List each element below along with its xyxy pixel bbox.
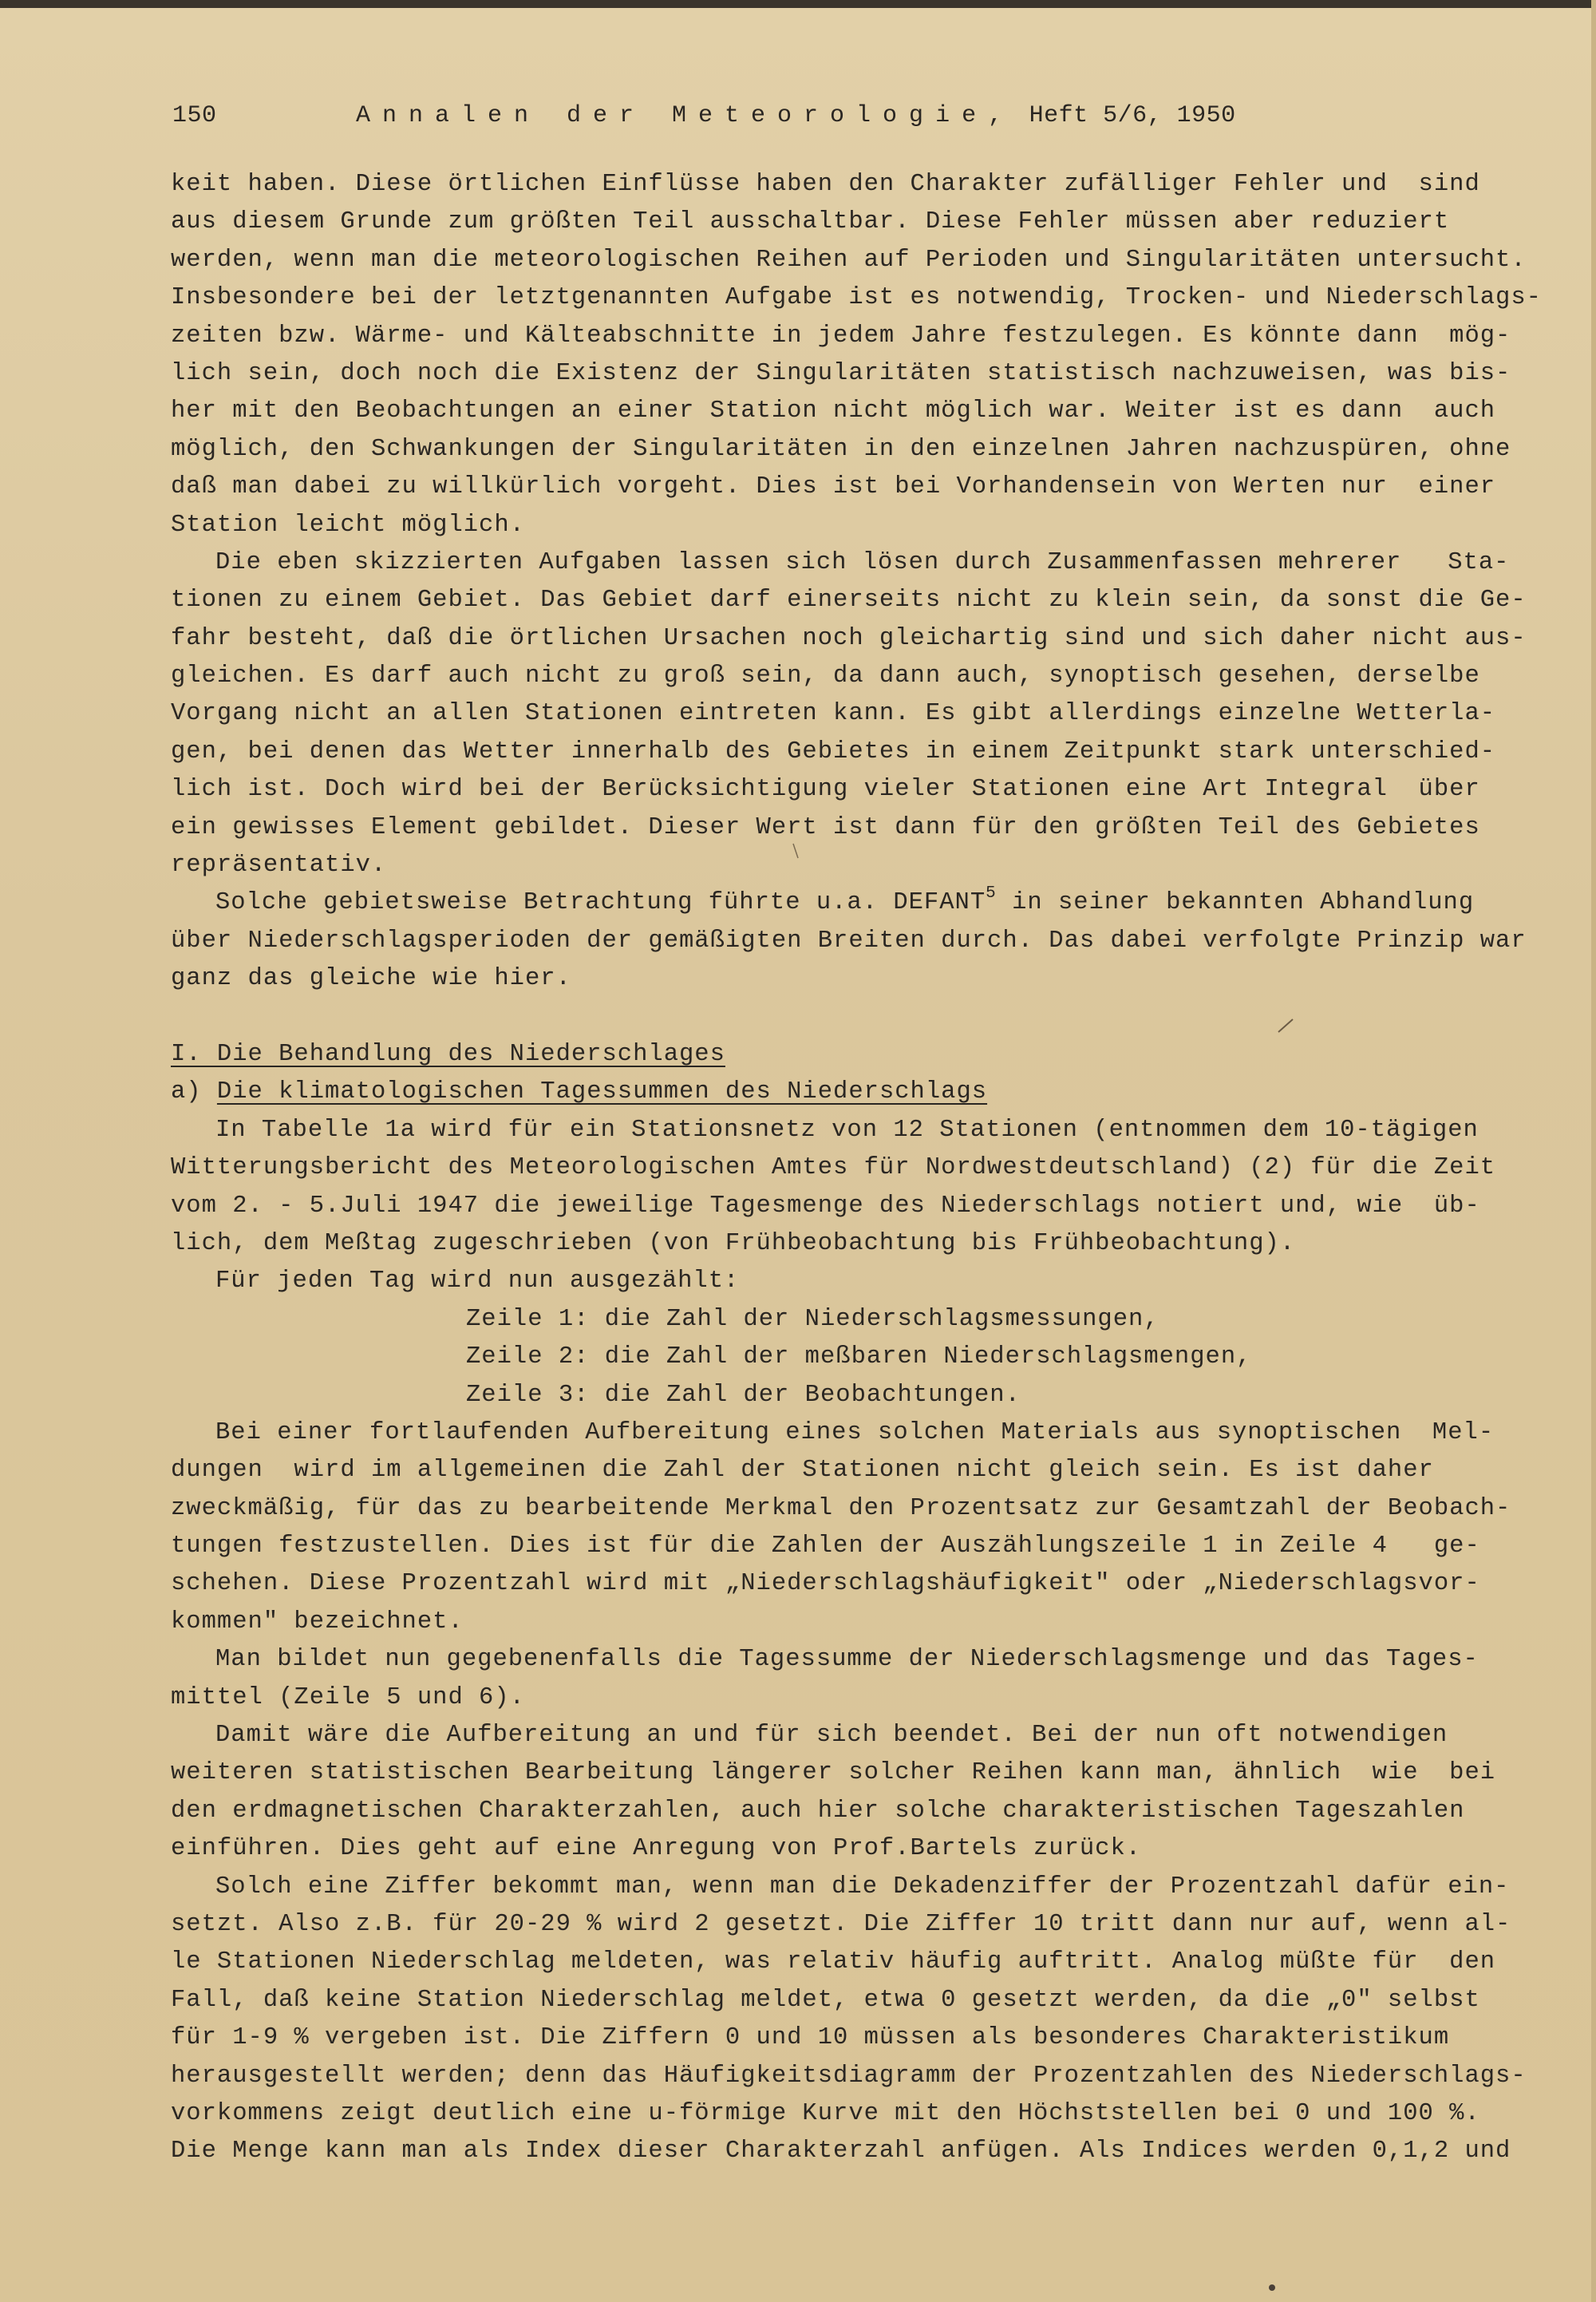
text-line [171, 2133, 1543, 2170]
line-text: mittel (Zeile 5 und 6). [171, 1683, 525, 1711]
text-line [171, 1869, 1543, 1906]
running-header [172, 102, 1353, 129]
scan-right-edge [1591, 0, 1596, 2302]
text-line [171, 658, 1543, 695]
line-text: dungen wird im allgemeinen die Zahl der Stationen nicht gleich sein. Es ist daher [171, 1457, 1434, 1485]
text-line [171, 1301, 1543, 1339]
line-text: keit haben. Diese örtlichen Einflüsse haben den Charakter zufälliger Fehler und sind [171, 171, 1480, 198]
text-line [171, 771, 1543, 809]
line-text: über Niederschlagsperioden der gemäßigten Breiten durch. Das dabei verfolgte Prinzip war [171, 927, 1527, 955]
line-text: her mit den Beobachtungen an einer Station nicht möglich war. Weiter ist es dann auch [171, 398, 1496, 425]
line-text: gleichen. Es darf auch nicht zu groß sein, da dann auch, synoptisch gesehen, derselbe [171, 663, 1480, 690]
line-text: Die Menge kann man als Index dieser Charakterzahl anfügen. Als Indices werden 0,1,2 und [171, 2138, 1511, 2166]
text-line [171, 242, 1543, 279]
text-line [171, 1490, 1543, 1528]
text-line [171, 734, 1543, 771]
line-text: schehen. Diese Prozentzahl wird mit „Niederschlagshäufigkeit" oder „Niederschlagsvor- [171, 1570, 1480, 1598]
line-text: werden, wenn man die meteorologischen Reihen auf Perioden und Singularitäten untersucht. [171, 246, 1527, 274]
line-text: vorkommens zeigt deutlich eine u-förmige Kurve mit den Höchststellen bei 0 und 100 %. [171, 2099, 1480, 2127]
text-line [171, 1754, 1543, 1792]
line-text: Zeile 1: die Zahl der Niederschlagsmessungen, [466, 1305, 1159, 1333]
text-line [171, 1263, 1543, 1300]
text-line [171, 884, 1543, 922]
line-text: aus diesem Grunde zum größten Teil ausschaltbar. Diese Fehler müssen aber reduziert [171, 208, 1450, 236]
line-text: lich ist. Doch wird bei der Berücksichtigung vieler Stationen eine Art Integral über [171, 776, 1480, 804]
section-heading: I. Die Behandlung des Niederschlages [171, 1040, 725, 1068]
text-line [171, 1414, 1543, 1452]
line-text: herausgestellt werden; denn das Häufigkeitsdiagramm der Prozentzahlen des Niederschlags- [171, 2062, 1527, 2090]
line-text: Vorgang nicht an allen Stationen eintreten kann. Es gibt allerdings einzelne Wetterla- [171, 700, 1496, 728]
line-text: kommen" bezeichnet. [171, 1608, 464, 1636]
text-line [171, 960, 1543, 998]
line-text: Bei einer fortlaufenden Aufbereitung eines solchen Materials aus synoptischen Mel- [215, 1418, 1495, 1446]
line-text: Station leicht möglich. [171, 511, 525, 539]
line-text: ein gewisses Element gebildet. Dieser Wert ist dann für den größten Teil des Gebietes [171, 813, 1480, 841]
line-text: zweckmäßig, für das zu bearbeitende Merkmal den Prozentsatz zur Gesamtzahl der Beobach- [171, 1494, 1511, 1522]
text-line [171, 847, 1543, 884]
text-line [171, 355, 1543, 393]
text-line [171, 1339, 1543, 1376]
text-line [171, 1565, 1543, 1603]
text-line [171, 1679, 1543, 1717]
line-text: Solche gebietsweise Betrachtung führte u.a. DEFANT [215, 889, 986, 917]
text-line [171, 1377, 1543, 1414]
text-line [171, 620, 1543, 658]
line-text: einführen. Dies geht auf eine Anregung von Prof.Bartels zurück. [171, 1835, 1142, 1863]
line-text: tungen festzustellen. Dies ist für die Zahlen der Auszählungszeile 1 in Zeile 4 ge- [171, 1533, 1480, 1560]
line-text: ganz das gleiche wie hier. [171, 965, 571, 993]
ink-dot [1267, 2283, 1277, 2292]
text-line [171, 1452, 1543, 1489]
line-text: Zeile 3: die Zahl der Beobachtungen. [466, 1381, 1021, 1409]
text-line [171, 1982, 1543, 2019]
line-text: gen, bei denen das Wetter innerhalb des Gebietes in einem Zeitpunkt stark unterschied- [171, 738, 1496, 765]
line-text: Damit wäre die Aufbereitung an und für sich beendet. Bei der nun oft notwendigen [215, 1722, 1448, 1750]
journal-title: Annalen der Meteorologie, [356, 102, 1015, 129]
line-text: für 1-9 % vergeben ist. Die Ziffern 0 und 10 müssen als besonderes Charakteristikum [171, 2024, 1450, 2052]
text-line [171, 279, 1543, 317]
text-line [171, 507, 1543, 544]
line-text: Zeile 2: die Zahl der meßbaren Niederschlagsmengen, [466, 1343, 1252, 1371]
text-line [171, 1225, 1543, 1263]
body-text [171, 166, 1543, 2171]
text-line [171, 695, 1543, 733]
text-line [171, 1793, 1543, 1830]
text-line [171, 1188, 1543, 1225]
text-line [171, 809, 1543, 847]
line-text: weiteren statistischen Bearbeitung längerer solcher Reihen kann man, ähnlich wie bei [171, 1759, 1496, 1787]
footnote-ref: 5 [986, 884, 997, 904]
line-text: lich, dem Meßtag zugeschrieben (von Frühbeobachtung bis Frühbeobachtung). [171, 1229, 1296, 1257]
line-text: Man bildet nun gegebenenfalls die Tagessumme der Niederschlagsmenge und das Tages- [215, 1646, 1479, 1674]
text-line [171, 1528, 1543, 1565]
line-text: vom 2. - 5.Juli 1947 die jeweilige Tagesmenge des Niederschlags notiert und, wie üb- [171, 1192, 1480, 1220]
text-line [171, 1830, 1543, 1868]
line-text: le Stationen Niederschlag meldeten, was relativ häufig auftritt. Analog müßte für den [171, 1948, 1496, 1976]
text-line [171, 2058, 1543, 2095]
line-text: setzt. Also z.B. für 20-29 % wird 2 gesetzt. Die Ziffer 10 tritt dann nur auf, wenn al- [171, 1910, 1511, 1938]
text-line [171, 166, 1543, 204]
text-line [171, 469, 1543, 506]
text-line [171, 999, 1543, 1036]
line-text: zeiten bzw. Wärme- und Kälteabschnitte in jedem Jahre festzulegen. Es könnte dann mög- [171, 322, 1511, 350]
pencil-tick [792, 842, 801, 861]
text-line [171, 318, 1543, 355]
line-text-cont: in seiner bekannten Abhandlung [996, 889, 1475, 917]
text-line [171, 1149, 1543, 1187]
line-text: Fall, daß keine Station Niederschlag meldet, etwa 0 gesetzt werden, da die „0" selbst [171, 1986, 1480, 2014]
line-text: den erdmagnetischen Charakterzahlen, auch hier solche charakteristischen Tageszahlen [171, 1797, 1465, 1825]
text-line [171, 431, 1543, 469]
issue-info: Heft 5/6, 1950 [1029, 102, 1236, 129]
text-line [171, 2095, 1543, 2133]
text-line [171, 1604, 1543, 1641]
text-line [171, 544, 1543, 582]
line-text: a) [171, 1078, 217, 1106]
line-text: tionen zu einem Gebiet. Das Gebiet darf einerseits nicht zu klein sein, da sonst die Ge- [171, 587, 1527, 615]
text-line [171, 1112, 1543, 1149]
line-text: lich sein, doch noch die Existenz der Singularitäten statistisch nachzuweisen, was bis- [171, 359, 1511, 387]
line-text: daß man dabei zu willkürlich vorgeht. Dies ist bei Vorhandensein von Werten nur einer [171, 473, 1496, 501]
text-line [171, 1036, 1543, 1074]
text-line [171, 923, 1543, 960]
line-text: Solch eine Ziffer bekommt man, wenn man die Dekadenziffer der Prozentzahl dafür ein- [215, 1873, 1510, 1901]
line-text: Die eben skizzierten Aufgaben lassen sich lösen durch Zusammenfassen mehrerer Sta- [215, 548, 1510, 576]
text-line [171, 1906, 1543, 1944]
line-text: fahr besteht, daß die örtlichen Ursachen noch gleichartig sind und sich daher nicht aus- [171, 624, 1527, 652]
text-line [171, 1944, 1543, 1981]
text-line [171, 1074, 1543, 1111]
text-line [171, 2019, 1543, 2057]
scan-top-edge [0, 0, 1596, 8]
text-line [171, 204, 1543, 241]
line-text: möglich, den Schwankungen der Singularitäten in den einzelnen Jahren nachzuspüren, ohne [171, 435, 1511, 463]
line-text: Für jeden Tag wird nun ausgezählt: [215, 1268, 740, 1295]
pencil-mark [1277, 1018, 1296, 1034]
line-text: Insbesondere bei der letztgenannten Aufgabe ist es notwendig, Trocken- und Niederschlags- [171, 284, 1542, 312]
line-text: repräsentativ. [171, 852, 387, 880]
line-text: Witterungsbericht des Meteorologischen Amtes für Nordwestdeutschland) (2) für die Zeit [171, 1154, 1496, 1182]
subsection-heading: Die klimatologischen Tagessummen des Niederschlags [216, 1078, 988, 1106]
text-line [171, 582, 1543, 619]
text-line [171, 1717, 1543, 1754]
text-line [171, 1641, 1543, 1679]
line-text: In Tabelle 1a wird für ein Stationsnetz von 12 Stationen (entnommen dem 10-tägigen [215, 1116, 1479, 1144]
page-number: 150 [172, 102, 217, 129]
text-line [171, 393, 1543, 430]
